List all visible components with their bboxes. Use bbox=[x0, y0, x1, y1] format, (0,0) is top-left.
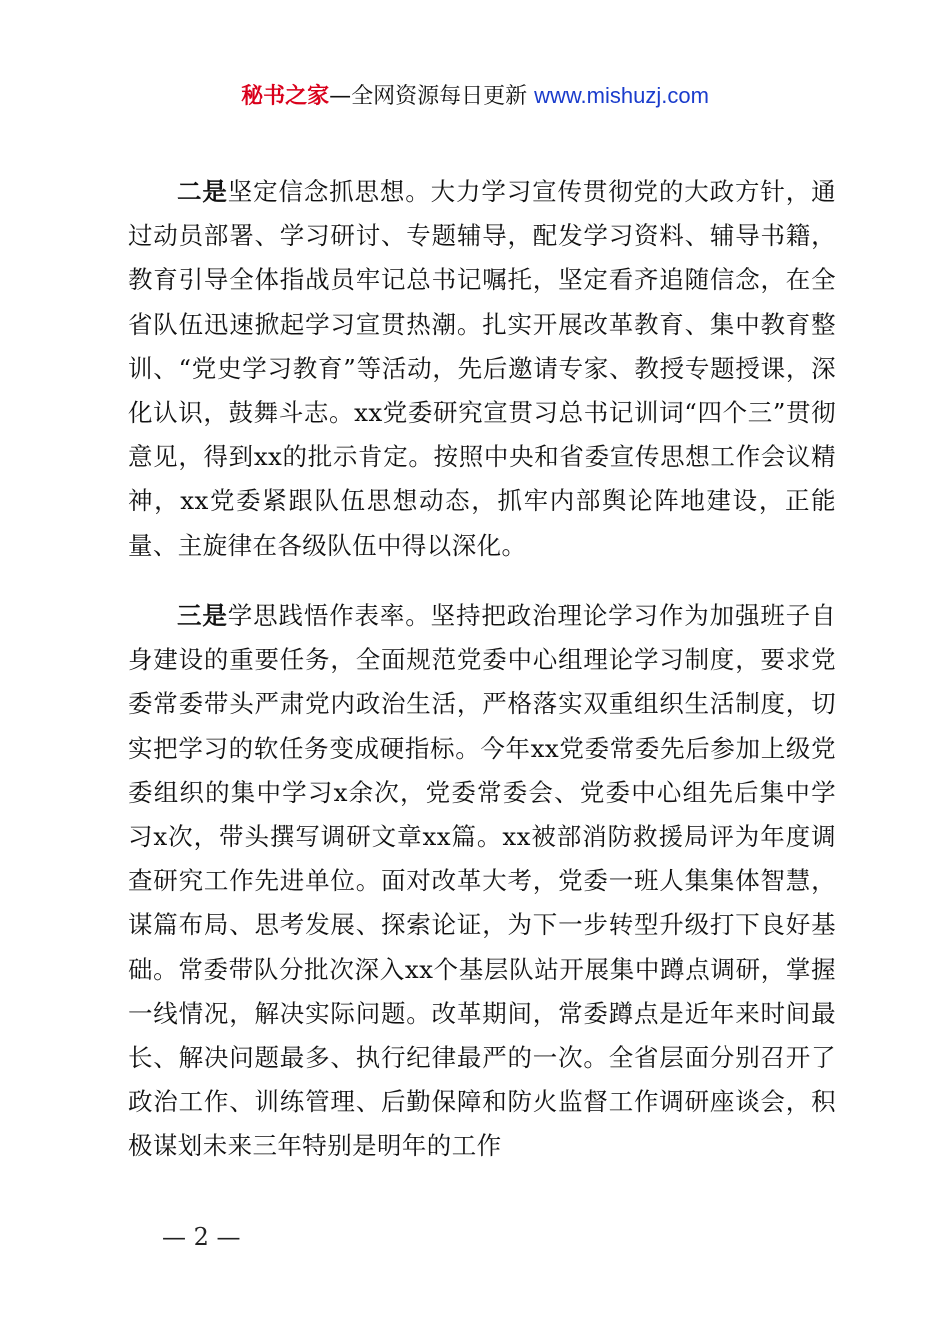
paragraph-lead: 二是 bbox=[177, 177, 228, 206]
paragraph-lead: 三是 bbox=[177, 601, 228, 630]
brand-name: 秘书之家 bbox=[241, 84, 330, 109]
body-paragraph bbox=[128, 170, 836, 568]
page-number: — 2 — bbox=[162, 1223, 241, 1251]
header-tagline: —全网资源每日更新 bbox=[329, 84, 528, 109]
paragraph-text: 坚定信念抓思想。大力学习宣传贯彻党的大政方针，通过动员部署、学习研讨、专题辅导，配发学习资料、辅导书籍，教育引导全体指战员牢记总书记嘱托，坚定看齐追随信念，在全省队伍迅速掀起学习宣贯热潮。扎实开展改革教育、集中教育整训、“党史学习教育”等活动，先后邀请专家、教授专题授课，深化认识，鼓舞斗志。xx党委研究宣贯习总书记训词“四个三”贯彻意见，得到xx的批示肯定。按照中央和省委宣传思想工作会议精神，xx党委紧跟队伍思想动态，抓牢内部舆论阵地建设，正能量、主旋律在各级队伍中得以深化。 bbox=[128, 177, 836, 560]
site-header bbox=[0, 80, 950, 113]
paragraph-text: 学思践悟作表率。坚持把政治理论学习作为加强班子自身建设的重要任务，全面规范党委中心组理论学习制度，要求党委常委带头严肃党内政治生活，严格落实双重组织生活制度，切实把学习的软任务变成硬指标。今年xx党委常委先后参加上级党委组织的集中学习x余次，党委常委会、党委中心组先后集中学习x次，带头撰写调研文章xx篇。xx被部消防救援局评为年度调查研究工作先进单位。面对改革大考，党委一班人集集体智慧，谋篇布局、思考发展、探索论证，为下一步转型升级打下良好基础。常委带队分批次深入xx个基层队站开展集中蹲点调研，掌握一线情况，解决实际问题。改革期间，常委蹲点是近年来时间最长、解决问题最多、执行纪律最严的一次。全省层面分别召开了政治工作、训练管理、后勤保障和防火监督工作调研座谈会，积极谋划未来三年特别是明年的工作 bbox=[128, 601, 836, 1161]
site-url-link[interactable]: www.mishuzj.com bbox=[534, 83, 709, 108]
body-paragraph bbox=[128, 594, 836, 1169]
